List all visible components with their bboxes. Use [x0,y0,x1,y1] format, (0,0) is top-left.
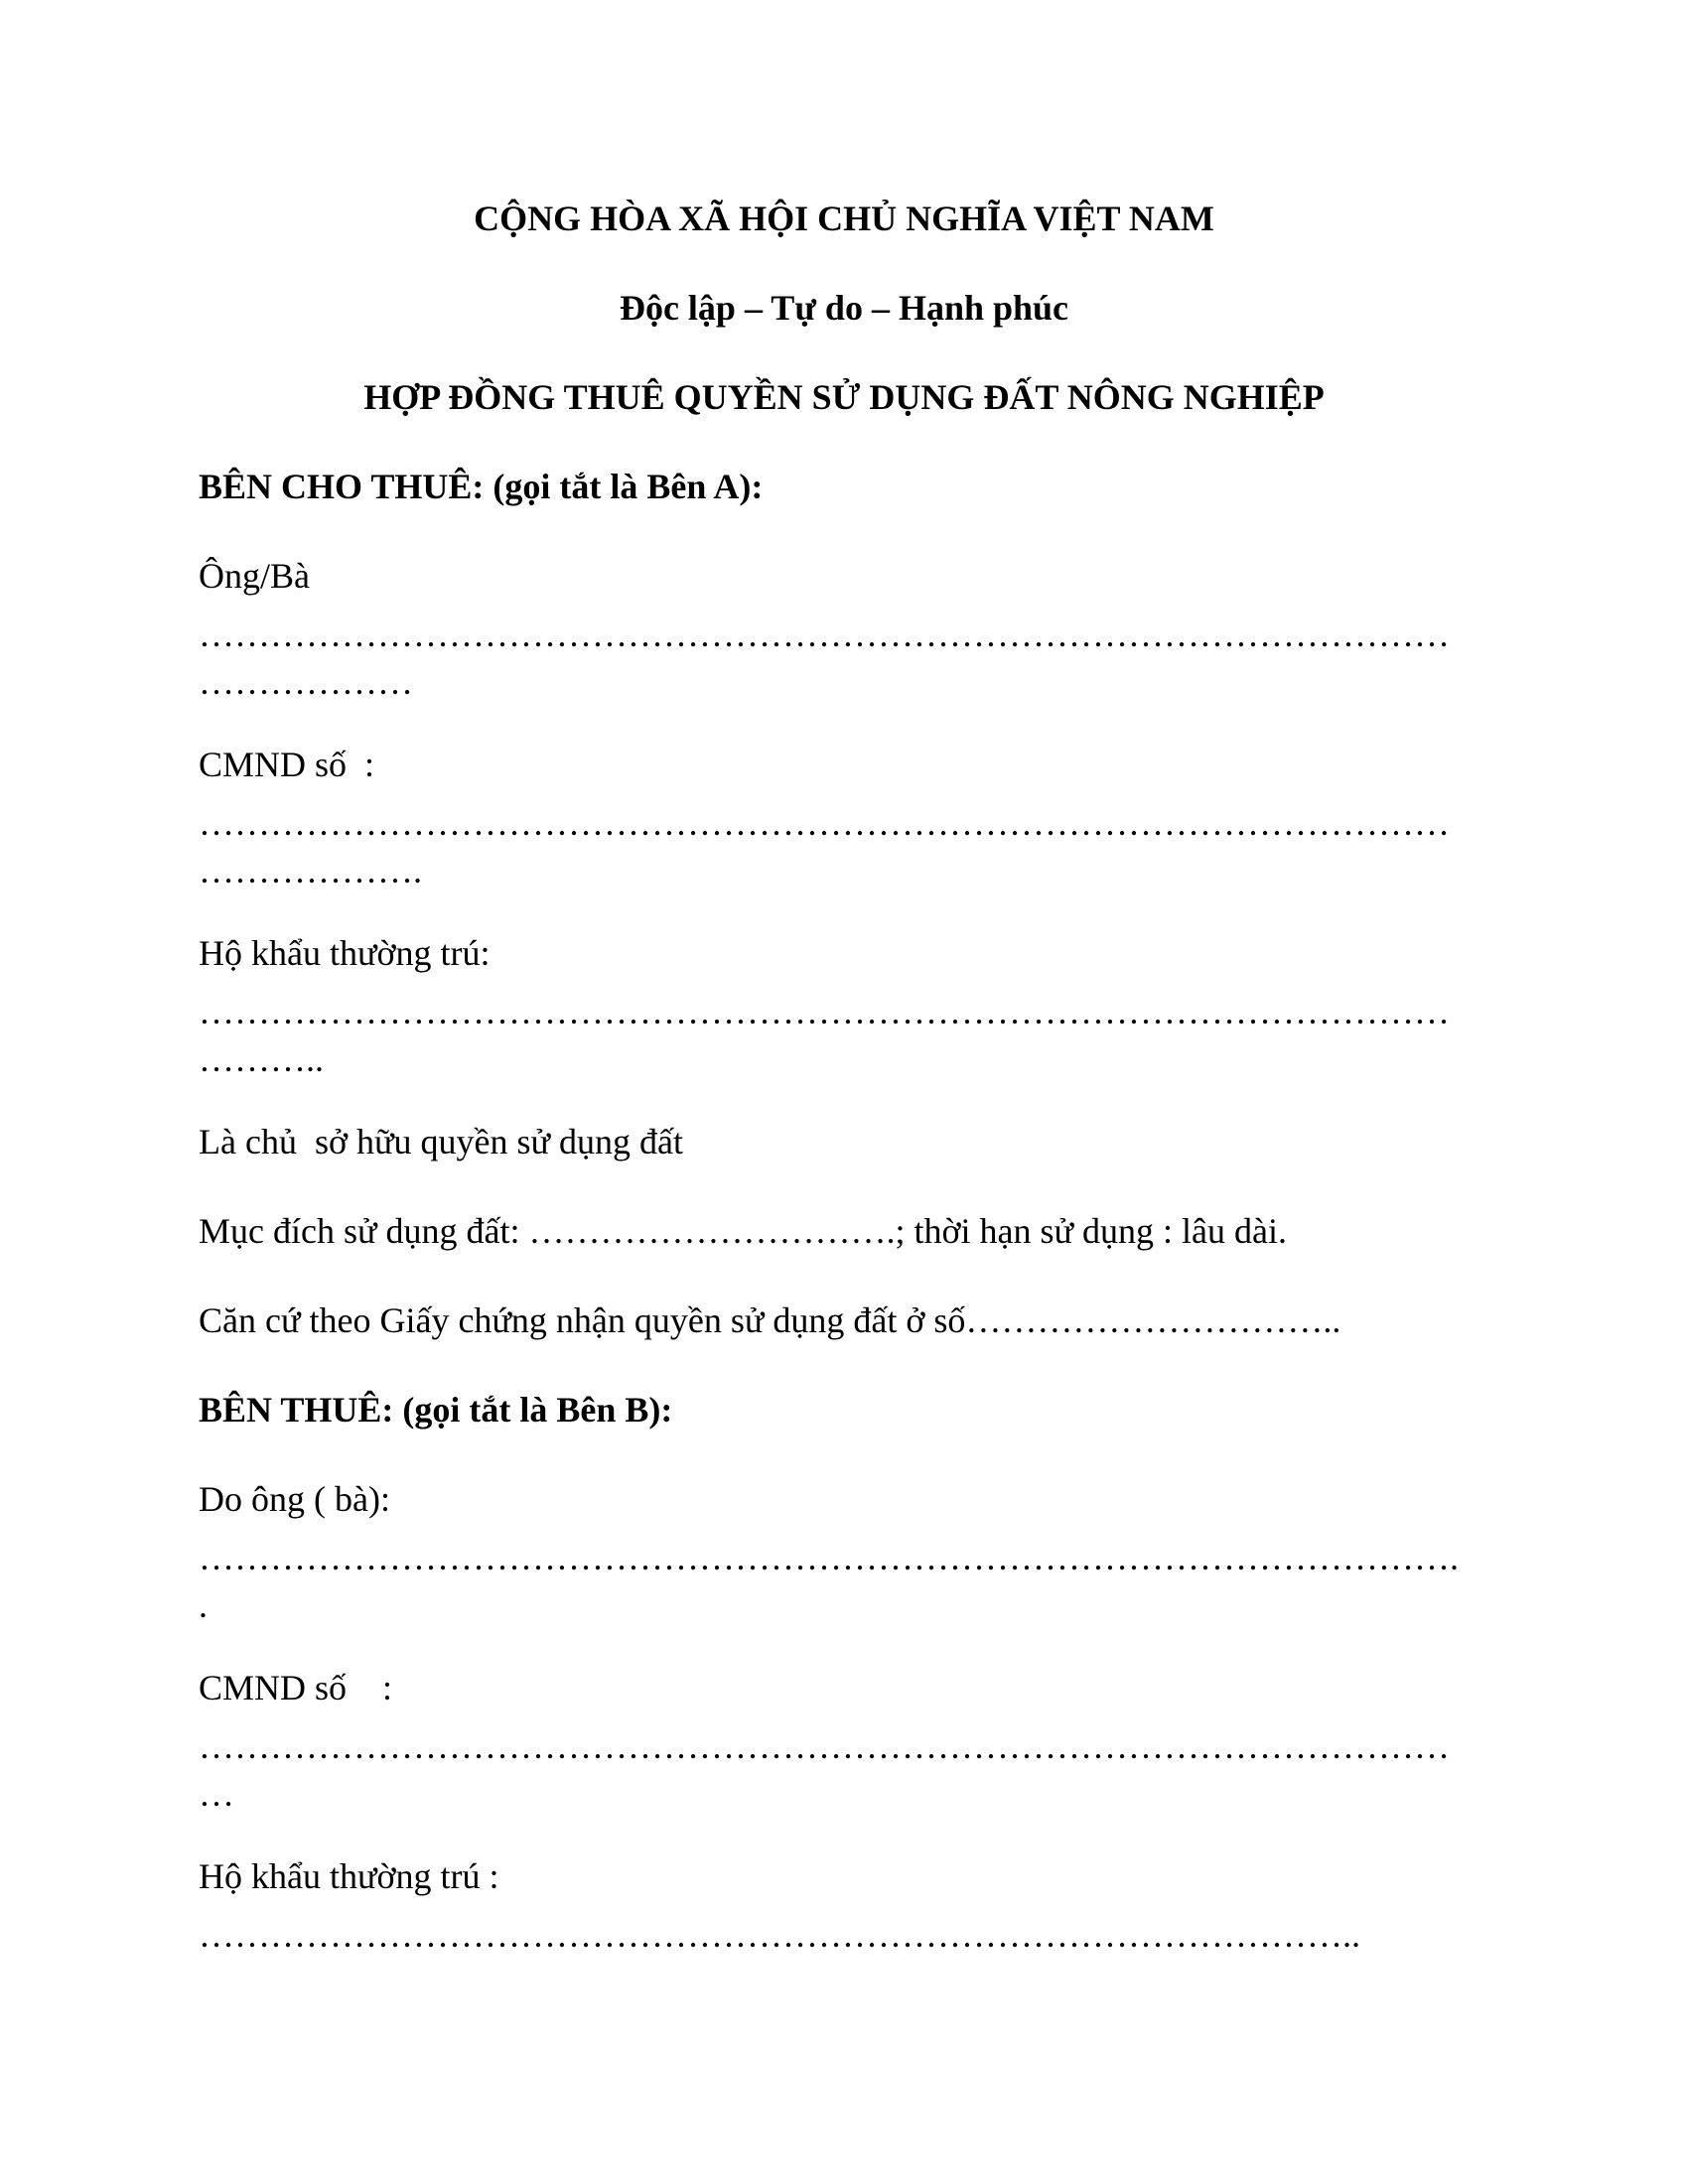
contract-title: HỢP ĐỒNG THUÊ QUYỀN SỬ DỤNG ĐẤT NÔNG NGHIỆP [363,377,1325,417]
party-b-id-dots-line-1: …………………………………………………………………………………………… [199,1726,1450,1766]
party-a-residence-dots-line-1: …………………………………………………………………………………………… [199,992,1450,1031]
party-a-name-dots-line-2: ……………… [199,662,413,702]
national-title: CỘNG HÒA XÃ HỘI CHỦ NGHĨA VIỆT NAM [474,199,1214,238]
party-a-name-dots-line-1: …………………………………………………………………………………………… [199,614,1450,654]
party-b-residence-dots-line-1: …………………………………………………………………………………….. [199,1915,1360,1955]
party-a-purpose-line: Mục đích sử dụng đất: ………………………….; thời hạn sử dụng : lâu dài. [199,1211,1287,1251]
party-b-name-dots-line-1: ……………………………………………………………………………………………. [199,1538,1459,1577]
party-a-certificate-line: Căn cứ theo Giấy chứng nhận quyền sử dụng đất ở số………………………….. [199,1300,1341,1340]
motto: Độc lập – Tự do – Hạnh phúc [619,288,1069,328]
party-b-id-dots-line-2: … [199,1774,234,1814]
party-a-id-dots-line-1: …………………………………………………………………………………………… [199,803,1450,843]
party-b-name-dots-line-2: . [199,1585,208,1625]
party-a-owner-line: Là chủ sở hữu quyền sử dụng đất [199,1122,683,1161]
party-a-id-label: CMND số : [199,745,375,784]
party-a-heading: BÊN CHO THUÊ: (gọi tắt là Bên A): [199,467,764,506]
party-a-residence-label: Hộ khẩu thường trú: [199,933,491,973]
party-b-heading: BÊN THUÊ: (gọi tắt là Bên B): [199,1390,673,1430]
party-a-id-dots-line-2: ………………. [199,851,422,890]
party-a-residence-dots-line-2: ……….. [199,1039,324,1079]
party-b-name-label: Do ông ( bà): [199,1479,390,1519]
party-a-name-label: Ông/Bà [199,556,310,596]
party-b-id-label: CMND số : [199,1668,393,1707]
party-b-residence-label: Hộ khẩu thường trú : [199,1856,499,1896]
